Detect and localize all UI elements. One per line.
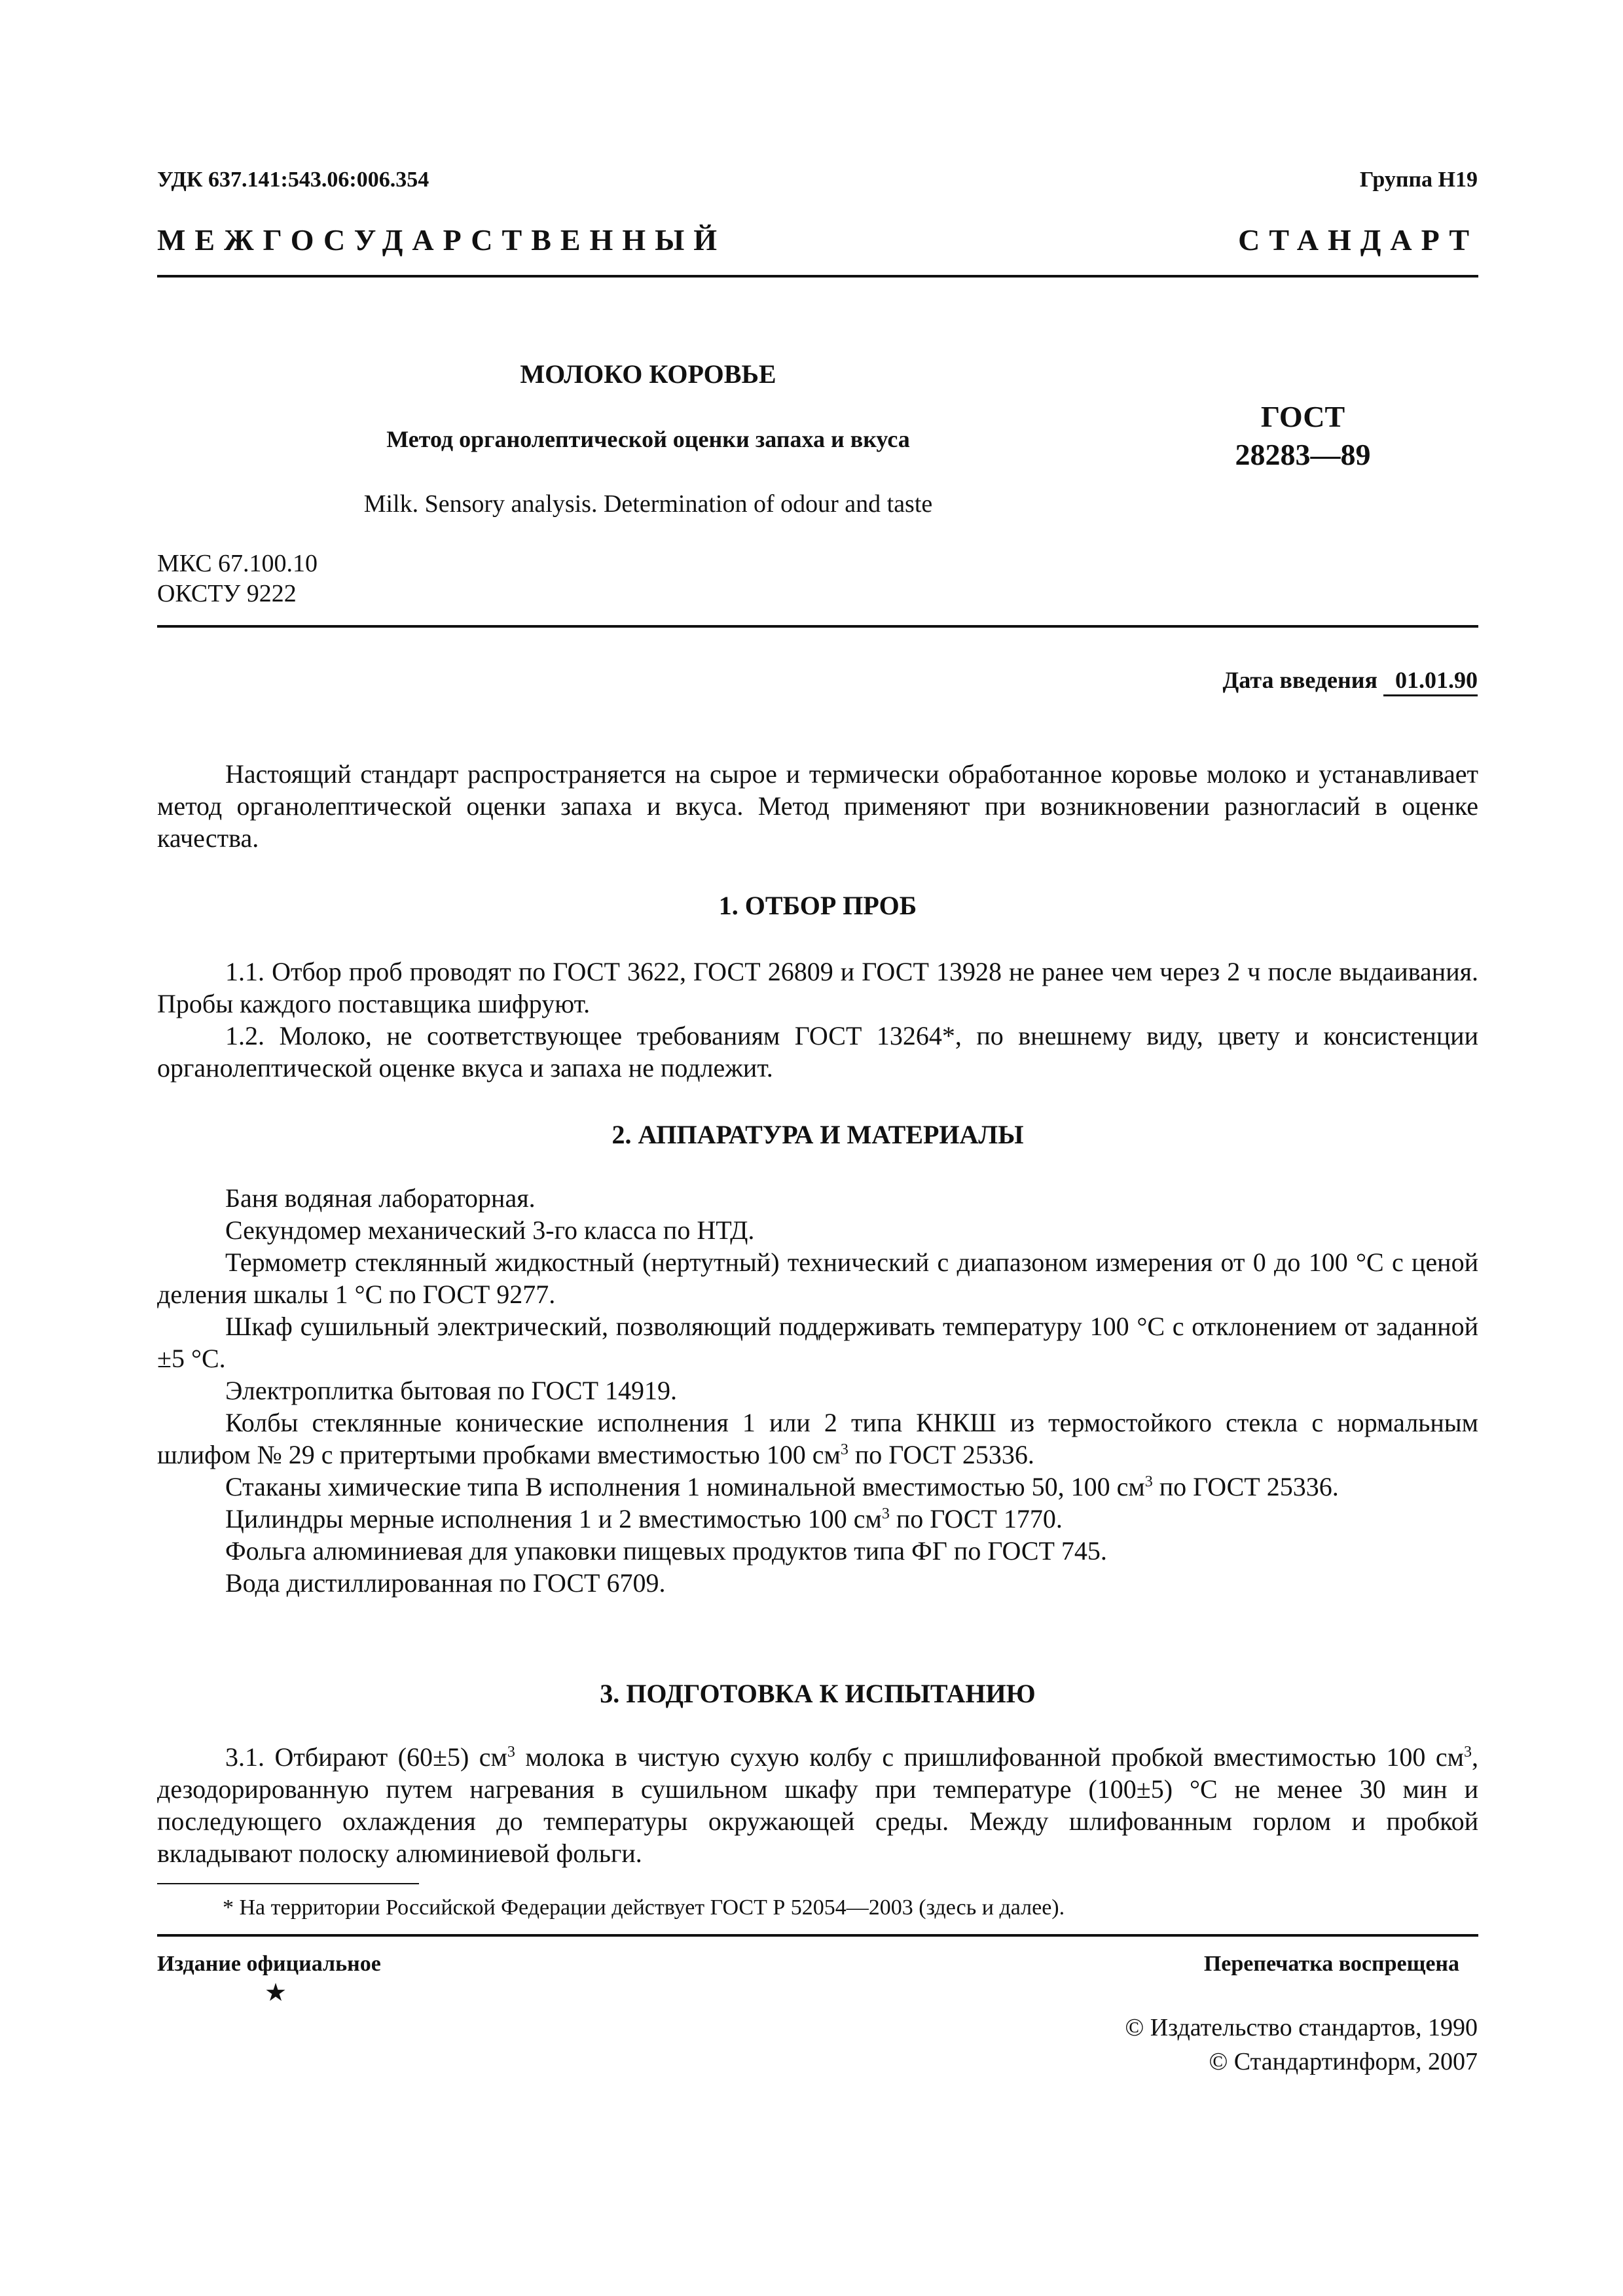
equipment-item-text: Колбы стеклянные конические исполнения 1 или 2 типа КНКШ из термостойкого стекла с нормальным шлифом № 29 с притертыми пробками вместимостью 100 см [157, 1408, 1478, 1469]
superscript: 3 [881, 1505, 890, 1522]
classification-rule [157, 625, 1478, 628]
equipment-item [157, 1471, 1478, 1503]
introduction-date-label: Дата введения [1222, 667, 1377, 693]
intro-paragraph [157, 758, 1478, 854]
equipment-item-text: по ГОСТ 25336. [848, 1440, 1034, 1469]
edition-label: Издание официальное [157, 1952, 381, 1976]
equipment-item-text: по ГОСТ 1770. [889, 1504, 1063, 1534]
section-3-title: 3. ПОДГОТОВКА К ИСПЫТАНИЮ [600, 1679, 1036, 1708]
copyright-2: © Стандартинформ, 2007 [1209, 2048, 1478, 2075]
section-1-title: 1. ОТБОР ПРОБ [718, 891, 917, 920]
equipment-item: Вода дистиллированная по ГОСТ 6709. [225, 1568, 666, 1598]
equipment-item: Шкаф сушильный электрический, позволяющий поддерживать температуру 100 °С с отклонением от заданной ±5 °С. [157, 1312, 1478, 1373]
equipment-item: Баня водяная лабораторная. [225, 1183, 536, 1213]
equipment-item: Термометр стеклянный жидкостный (нертутный) технический с диапазоном измерения от 0 до 100 °С с ценой деления шкалы 1 °С по ГОСТ 9277. [157, 1247, 1478, 1309]
reprint-notice: Перепечатка воспрещена [1203, 1952, 1459, 1976]
introduction-date-value: 01.01.90 [1383, 667, 1478, 696]
equipment-item-text: Стаканы химические типа В исполнения 1 номинальной вместимостью 50, 100 см [225, 1472, 1145, 1501]
equipment-item [157, 1503, 1478, 1535]
star-icon: ★ [264, 1979, 287, 2007]
equipment-list [157, 1182, 1478, 1599]
equipment-item: Секундомер механический 3-го класса по НТД. [225, 1215, 755, 1245]
copyright-1: © Издательство стандартов, 1990 [1125, 2014, 1478, 2041]
document-title: МОЛОКО КОРОВЬЕ [520, 359, 776, 389]
group-code: Группа Н19 [1359, 168, 1478, 192]
gost-designation [1178, 398, 1427, 474]
header-rule [157, 275, 1478, 278]
okstu-code: ОКСТУ 9222 [157, 580, 297, 607]
clause-text: 3.1. Отбирают (60±5) см [225, 1742, 507, 1772]
clause-text: , дезодорированную путем нагревания в сушильном шкафу при температуре (100±5) °С не менее 30 мин и последующего охлаждения до температуры окружающей среды. Между шлифованным горлом и пробкой вкладывают полоску алюминиевой фольги. [157, 1742, 1478, 1868]
clause-1-1: 1.1. Отбор проб проводят по ГОСТ 3622, ГОСТ 26809 и ГОСТ 13928 не ранее чем через 2 ч после выдаивания. Пробы каждого поставщика шифруют. [157, 957, 1478, 1018]
english-title: Milk. Sensory analysis. Determination of odour and taste [363, 490, 933, 518]
superscript: 3 [1144, 1473, 1153, 1490]
standard-type [157, 223, 1478, 257]
equipment-item-text: по ГОСТ 25336. [1152, 1472, 1339, 1501]
mks-code: МКС 67.100.10 [157, 550, 318, 577]
section-1-body [157, 956, 1478, 1084]
equipment-item: Электроплитка бытовая по ГОСТ 14919. [225, 1376, 678, 1405]
footnote-rule [157, 1883, 419, 1884]
document-subtitle: Метод органолептической оценки запаха и вкуса [386, 426, 910, 452]
superscript: 3 [1464, 1744, 1472, 1761]
footnote: * На территории Российской Федерации действует ГОСТ Р 52054—2003 (здесь и далее). [223, 1895, 1065, 1920]
equipment-item: Фольга алюминиевая для упаковки пищевых продуктов типа ФГ по ГОСТ 745. [225, 1536, 1107, 1566]
intro-text: Настоящий стандарт распространяется на сырое и термически обработанное коровье молоко и устанавливает метод органолептической оценки запаха и вкуса. Метод применяют при возникновении разногласий в оценке качества. [157, 759, 1478, 853]
copyright-block [1125, 2011, 1478, 2079]
footer-rule [157, 1934, 1478, 1937]
equipment-item [157, 1407, 1478, 1471]
superscript: 3 [840, 1441, 848, 1458]
gost-label: ГОСТ [1260, 400, 1345, 433]
equipment-item-text: Цилиндры мерные исполнения 1 и 2 вместимостью 100 см [225, 1504, 882, 1534]
section-3-body [157, 1741, 1478, 1869]
introduction-date [1223, 666, 1478, 696]
clause-3-1 [157, 1741, 1478, 1869]
clause-1-2: 1.2. Молоко, не соответствующее требованиям ГОСТ 13264*, по внешнему виду, цвету и консистенции органолептической оценке вкуса и запаха не подлежит. [157, 1021, 1478, 1083]
udk-code: УДК 637.141:543.06:006.354 [157, 168, 429, 192]
superscript: 3 [507, 1744, 515, 1761]
clause-text: молока в чистую сухую колбу с пришлифованной пробкой вместимостью 100 см [515, 1742, 1464, 1772]
gost-number: 28283—89 [1235, 438, 1371, 471]
section-2-title: 2. АППАРАТУРА И МАТЕРИАЛЫ [611, 1120, 1024, 1149]
standard-type-text: МЕЖГОСУДАРСТВЕННЫЙ СТАНДАРТ [157, 223, 1478, 257]
